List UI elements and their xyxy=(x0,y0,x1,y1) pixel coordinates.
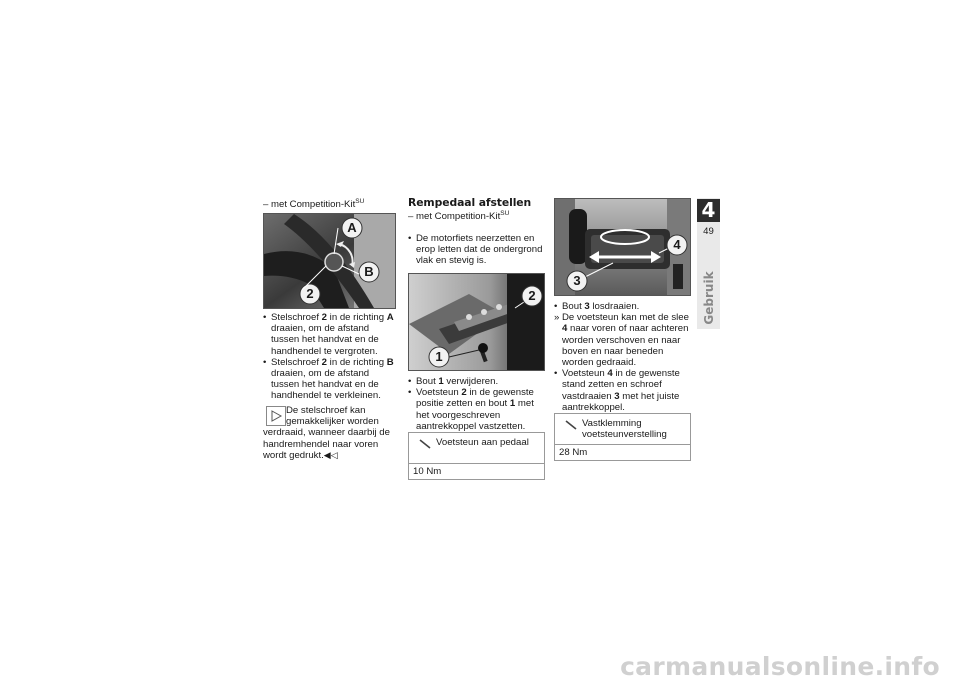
list-item: » De voetsteun kan met de slee 4 naar voren of naar achteren worden verschoven en naar boven en naar beneden worden gedraaid. xyxy=(554,312,689,369)
wrench-icon xyxy=(565,420,577,433)
label-4: 4 xyxy=(673,237,681,252)
steps-list xyxy=(554,301,690,413)
spec-label: Voetsteun aan pedaal xyxy=(436,437,529,448)
page-number: 49 xyxy=(703,226,714,237)
steps-list xyxy=(263,312,396,402)
list-item: • De motorfiets neerzetten en erop letten dat de ondergrond vlak en stevig is. xyxy=(408,233,543,267)
spec-value: 28 Nm xyxy=(559,447,588,459)
list-item: • Voetsteun 4 in de gewenste stand zetten en schroef vastdraaien 3 met het juiste aantrekkoppel. xyxy=(554,368,680,413)
steps-list xyxy=(408,376,544,432)
torque-spec xyxy=(554,413,691,461)
spec-value: 10 Nm xyxy=(413,466,442,477)
photo-footrest xyxy=(554,198,691,296)
label-1: 1 xyxy=(435,349,443,364)
list-item: • Bout 1 verwijderen. xyxy=(408,376,499,387)
list-item: • Stelschroef 2 in de richting A draaien, om de afstand tussen het handvat en de handhendel te vergroten. xyxy=(263,312,394,357)
label-2: 2 xyxy=(528,288,536,303)
torque-spec xyxy=(408,432,545,480)
chapter-tab xyxy=(697,198,720,329)
label-2: 2 xyxy=(306,286,314,301)
section-heading: Rempedaal afstellen xyxy=(408,196,532,209)
intro-list xyxy=(408,233,544,267)
label-b: B xyxy=(364,264,374,279)
list-item: • Stelschroef 2 in de richting B draaien, om de afstand tussen het handvat en de handhendel te verkleinen. xyxy=(263,356,394,402)
hint-note: De stelschroef kan gemakkelijker worden verdraaid, wanneer daarbij de handremhendel naar voren wordt gedrukt.◀◁ xyxy=(263,405,390,461)
label-a: A xyxy=(347,220,357,235)
photo-hand-lever xyxy=(263,213,396,309)
photo-brake-pedal xyxy=(408,273,545,371)
spec-label: Vastklemming voetsteunverstelling xyxy=(582,418,667,441)
list-item: • Voetsteun 2 in de gewenste positie zetten en bout 1 met het voorgeschreven aantrekkoppel vastzetten. xyxy=(408,387,534,432)
watermark: carmanualsonline.info xyxy=(620,652,940,681)
list-item: • Bout 3 losdraaien. xyxy=(554,301,640,312)
variant-line: – met Competition-Kit$^{SU}$ xyxy=(263,198,365,210)
label-3: 3 xyxy=(573,273,581,288)
wrench-icon xyxy=(419,439,431,452)
variant-line: – met Competition-Kit$^{SU}$ xyxy=(408,210,510,222)
chapter-number: 4 xyxy=(697,199,720,222)
chapter-title: Gebruik xyxy=(701,271,716,325)
